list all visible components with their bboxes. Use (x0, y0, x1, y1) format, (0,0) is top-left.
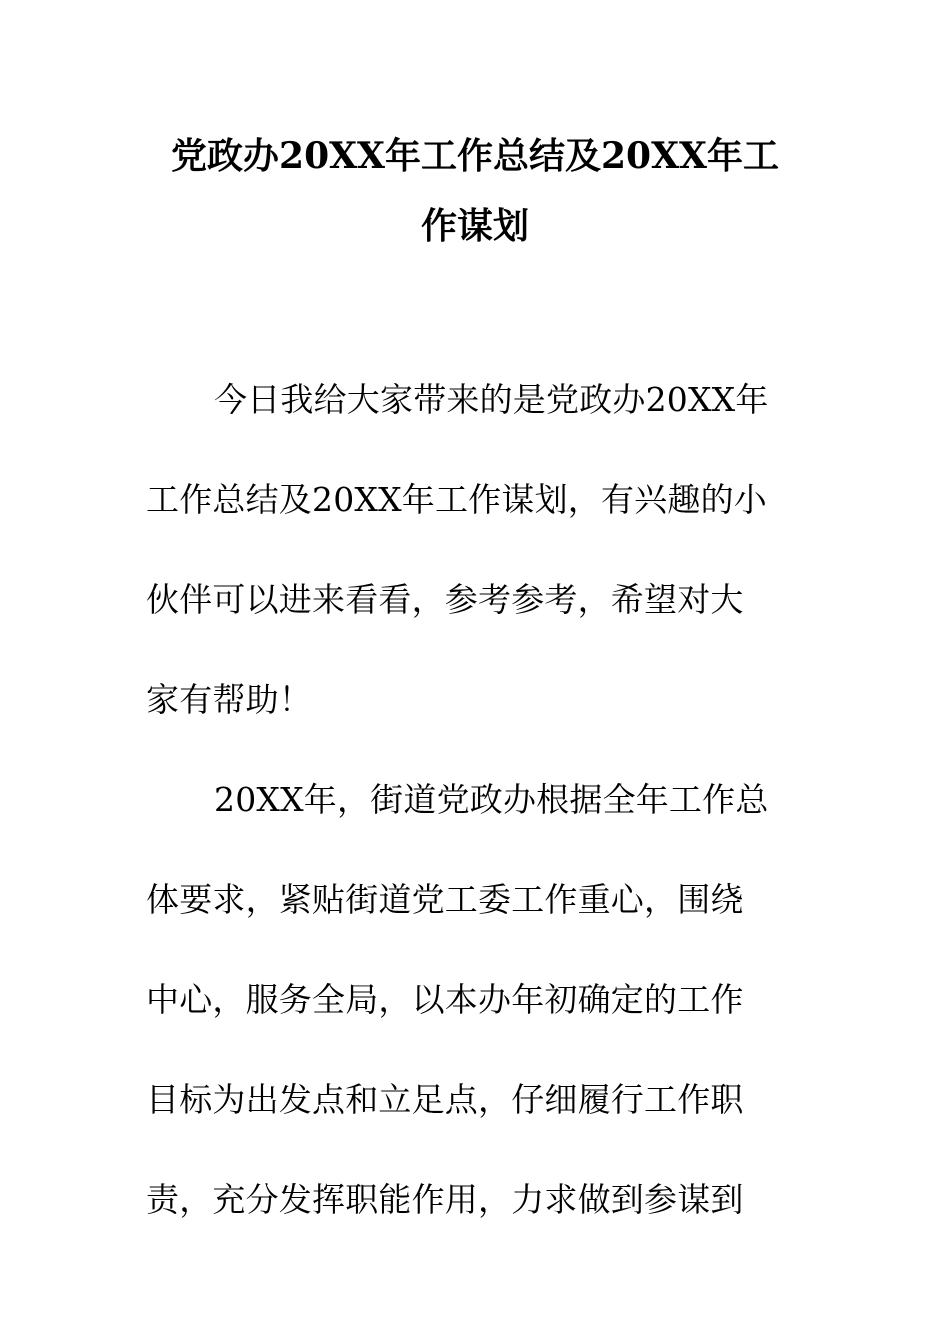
paragraph-1-line-2: 工作总结及20XX年工作谋划，有兴趣的小 (146, 480, 767, 519)
paragraph-1-line-4: 家有帮助！ (146, 680, 312, 719)
paragraph-2-line-5: 责，充分发挥职能作用，力求做到参谋到 (146, 1180, 744, 1219)
paragraph-1-line-1: 今日我给大家带来的是党政办20XX年 (214, 380, 769, 419)
paragraph-1-line-3: 伙伴可以进来看看，参考参考，希望对大 (146, 580, 744, 619)
document-title-line-1: 党政办20XX年工作总结及20XX年工 (171, 135, 779, 177)
document-title-line-2: 作谋划 (420, 205, 529, 247)
paragraph-2-line-3: 中心，服务全局，以本办年初确定的工作 (146, 980, 744, 1019)
paragraph-2-line-4: 目标为出发点和立足点，仔细履行工作职 (146, 1080, 744, 1119)
paragraph-2-line-2: 体要求，紧贴街道党工委工作重心，围绕 (146, 880, 744, 919)
paragraph-2-line-1: 20XX年，街道党政办根据全年工作总 (214, 780, 769, 819)
